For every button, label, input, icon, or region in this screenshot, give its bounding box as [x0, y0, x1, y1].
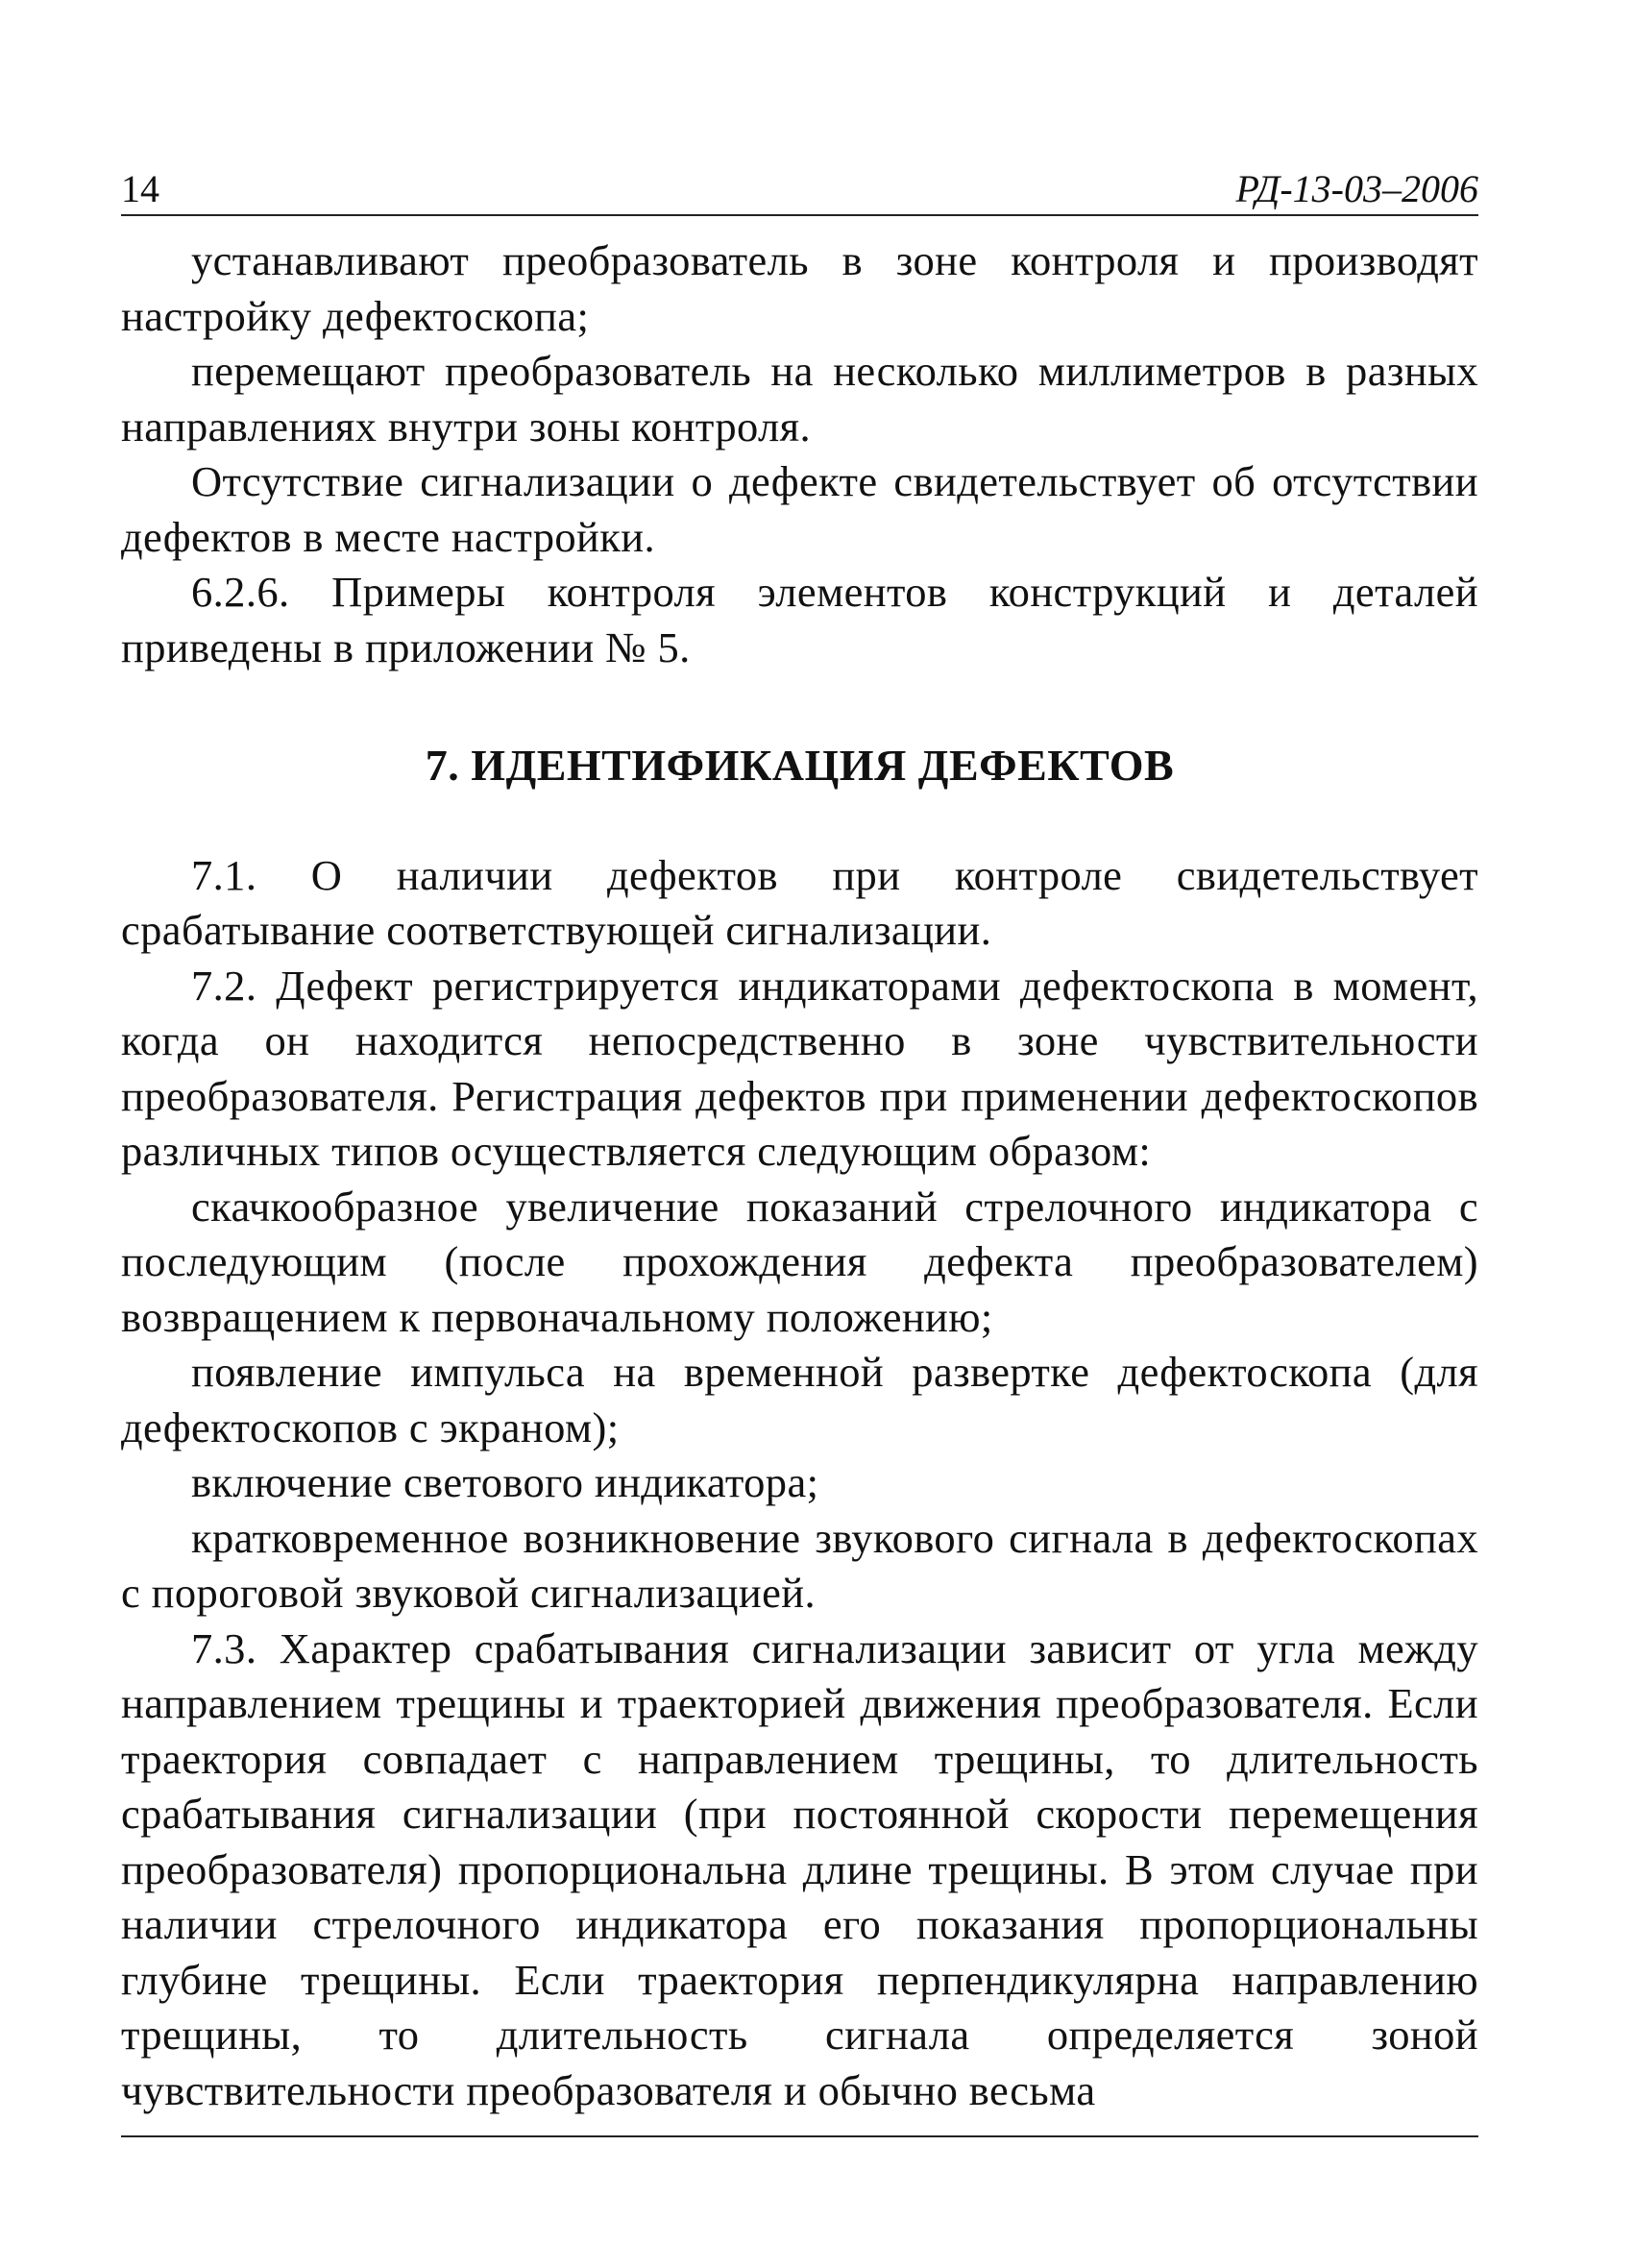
footer-rule — [121, 2135, 1478, 2137]
paragraph: перемещают преобразователь на несколько миллиметров в разных направлениях внутри зоны контроля. — [121, 347, 1478, 451]
section-heading: 7. ИДЕНТИФИКАЦИЯ ДЕФЕКТОВ — [425, 741, 1175, 790]
paragraph: 7.1. О наличии дефектов при контроле свидетельствует срабатывание соответствующей сигнализации. — [121, 850, 1478, 955]
section-7-body — [121, 848, 1478, 2119]
paragraph: устанавливают преобразователь в зоне контроля и производят настройку дефектоскопа; — [121, 236, 1478, 340]
list-item: кратковременное возникновение звукового сигнала в дефектоскопах с пороговой звуковой сигнализацией. — [121, 1513, 1478, 1618]
document-page — [121, 159, 1478, 2137]
list-item: скачкообразное увеличение показаний стрелочного индикатора с последующим (после прохождения дефекта преобразователем) возвращением к первоначальному положению; — [121, 1182, 1478, 1341]
paragraph: 6.2.6. Примеры контроля элементов конструкций и деталей приведены в приложении № 5. — [121, 568, 1478, 671]
list-item: включение светового индикатора; — [191, 1458, 819, 1507]
page-header — [121, 159, 1478, 216]
list-item: появление импульса на временной развертке дефектоскопа (для дефектоскопов с экраном); — [121, 1348, 1478, 1451]
section-6-continuation — [121, 233, 1478, 675]
paragraph: Отсутствие сигнализации о дефекте свидетельствует об отсутствии дефектов в месте настройки. — [121, 457, 1478, 561]
paragraph: 7.2. Дефект регистрируется индикаторами дефектоскопа в момент, когда он находится непосредственно в зоне чувствительности преобразователя. Регистрация дефектов при применении дефектоскопов различных типов осуществляется следующим образом: — [121, 961, 1478, 1176]
page-number: 14 — [121, 167, 159, 210]
paragraph: 7.3. Характер срабатывания сигнализации зависит от угла между направлением трещины и траекторией движения преобразователя. Если траектория совпадает с направлением трещины, то длительность срабатывания сигнализации (при постоянной скорости перемещения преобразователя) пропорциональна длине трещины. В этом случае при наличии стрелочного индикатора его показания пропорциональны глубине трещины. Если траектория перпендикулярна направлению трещины, то длительность сигнала определяется зоной чувствительности преобразователя и обычно весьма — [121, 1623, 1478, 2114]
document-code: РД-13-03–2006 — [1235, 167, 1478, 210]
page-content — [121, 233, 1478, 2137]
